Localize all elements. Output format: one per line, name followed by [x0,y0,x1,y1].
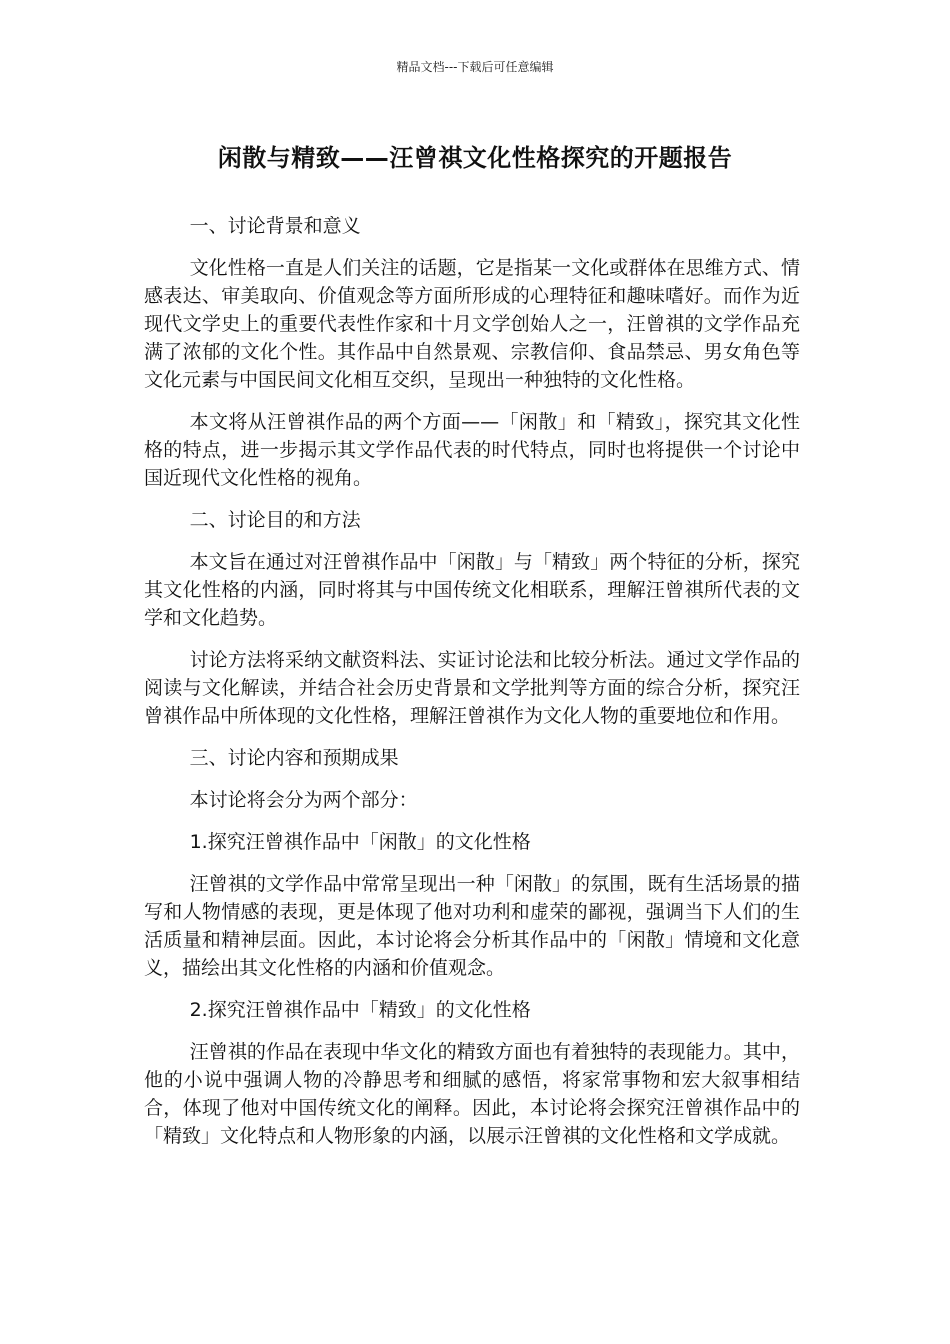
section-heading: 三、讨论内容和预期成果 [189,747,399,769]
body-paragraph: 文化性格一直是人们关注的话题，它是指某一文化或群体在思维方式、情感表达、审美取向、价值观念等方面所形成的心理特征和趣味嗜好。而作为近现代文学史上的重要代表性作家和十月文学创始人之一，汪曾祺的文学作品充满了浓郁的文化个性。其作品中自然景观、宗教信仰、食品禁忌、男女角色等文化元素与中国民间文化相互交织，呈现出一种独特的文化性格。 [144,257,800,391]
body-paragraph: 汪曾祺的作品在表现中华文化的精致方面也有着独特的表现能力。其中，他的小说中强调人物的冷静思考和细腻的感悟，将家常事物和宏大叙事相结合，体现了他对中国传统文化的阐释。因此，本讨论将会探究汪曾祺作品中的「精致」文化特点和人物形象的内涵，以展示汪曾祺的文化性格和文学成就。 [144,1041,800,1147]
body-paragraph: 本讨论将会分为两个部分： [189,789,418,811]
section-heading: 一、讨论背景和意义 [189,215,361,237]
document-title: 闲散与精致——汪曾祺文化性格探究的开题报告 [217,144,733,172]
body-paragraph: 本文将从汪曾祺作品的两个方面——「闲散」和「精致」，探究其文化性格的特点，进一步揭示其文学作品代表的时代特点，同时也将提供一个讨论中国近现代文化性格的视角。 [144,411,800,489]
section-heading: 二、讨论目的和方法 [189,509,361,531]
subsection-heading: 1.探究汪曾祺作品中「闲散」的文化性格 [189,831,531,853]
document-body [144,212,800,1164]
body-paragraph: 讨论方法将采纳文献资料法、实证讨论法和比较分析法。通过文学作品的阅读与文化解读，并结合社会历史背景和文学批判等方面的综合分析，探究汪曾祺作品中所体现的文化性格，理解汪曾祺作为文化人物的重要地位和作用。 [144,649,800,727]
page-header: 精品文档---下载后可任意编辑 [396,60,554,74]
body-paragraph: 汪曾祺的文学作品中常常呈现出一种「闲散」的氛围，既有生活场景的描写和人物情感的表现，更是体现了他对功利和虚荣的鄙视，强调当下人们的生活质量和精神层面。因此，本讨论将会分析其作品中的「闲散」情境和文化意义，描绘出其文化性格的内涵和价值观念。 [144,873,800,979]
body-paragraph: 本文旨在通过对汪曾祺作品中「闲散」与「精致」两个特征的分析，探究其文化性格的内涵，同时将其与中国传统文化相联系，理解汪曾祺所代表的文学和文化趋势。 [144,551,800,629]
subsection-heading: 2.探究汪曾祺作品中「精致」的文化性格 [189,999,531,1021]
